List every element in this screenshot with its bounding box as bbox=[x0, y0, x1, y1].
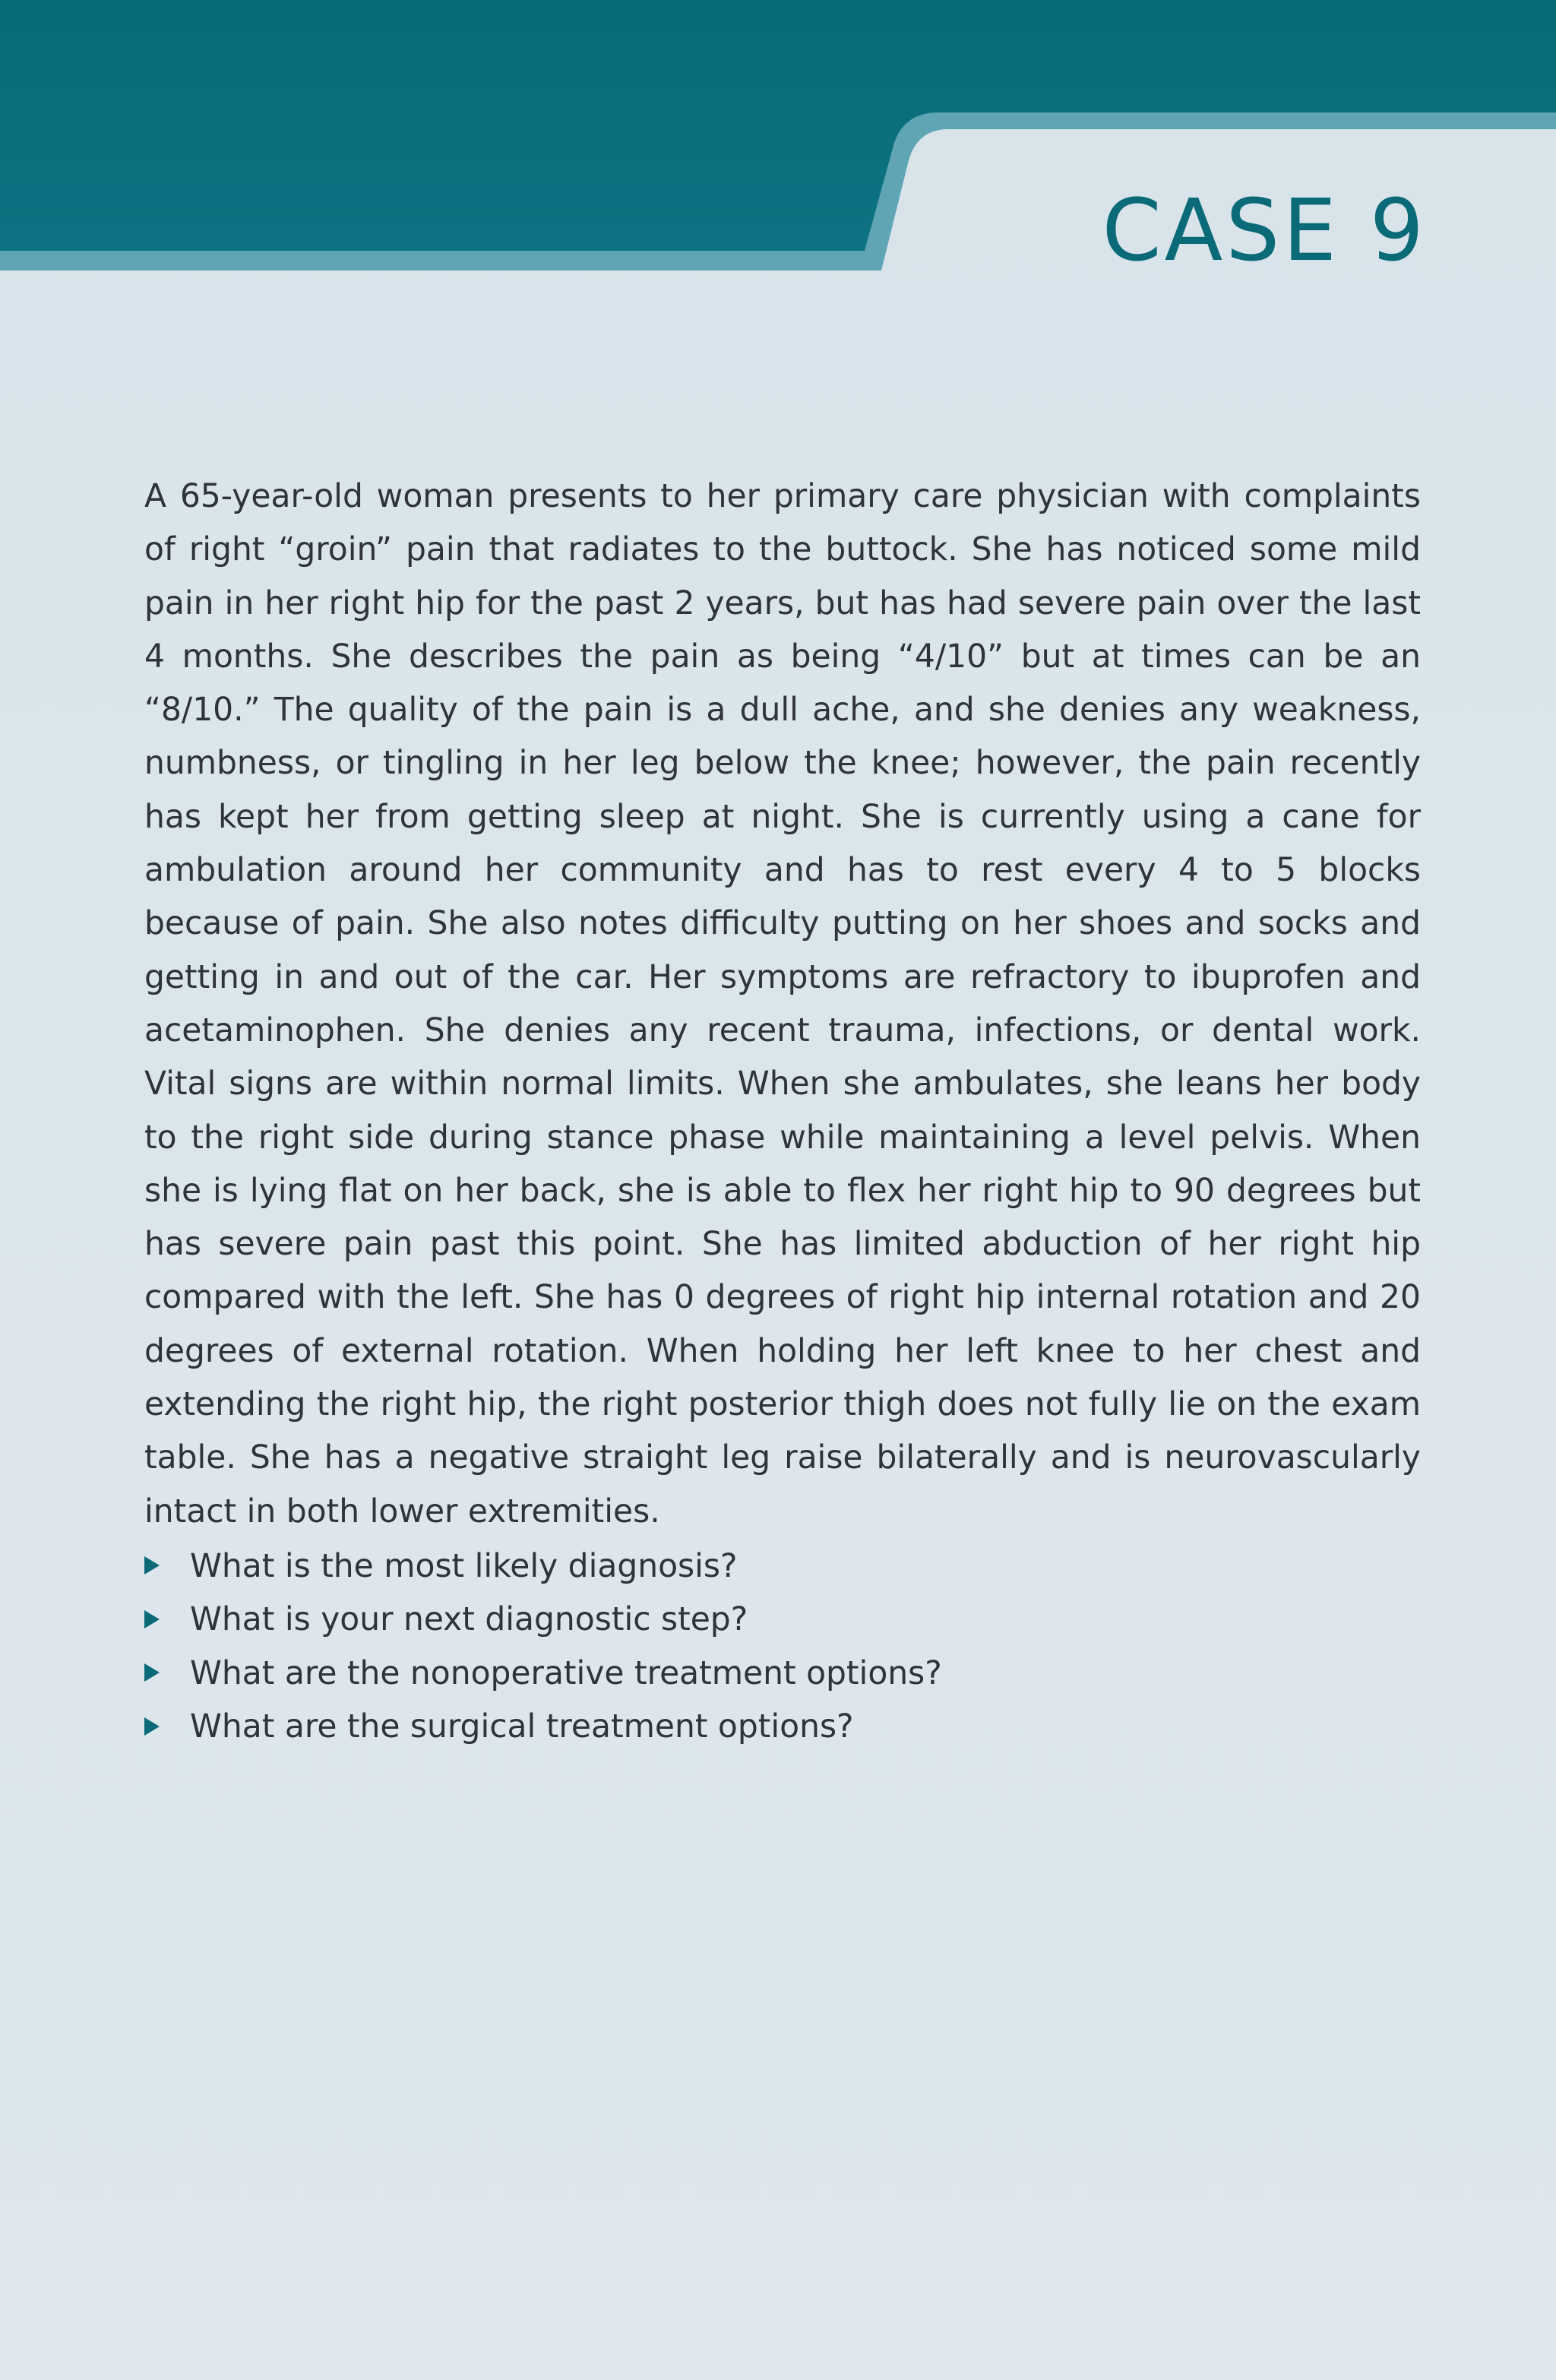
question-item bbox=[144, 1646, 1421, 1700]
right-triangle-bullet-icon bbox=[144, 1556, 160, 1575]
question-item bbox=[144, 1593, 1421, 1647]
question-item bbox=[144, 1700, 1421, 1754]
case-title: CASE 9 bbox=[1102, 182, 1427, 280]
right-triangle-bullet-icon bbox=[144, 1717, 160, 1736]
question-text: What is the most likely diagnosis? bbox=[190, 1546, 738, 1584]
case-description: A 65-year-old woman presents to her primary care physician with complaints of right “groin” pain that radiates to the buttock. She has noticed some mild pain in her right hip for the past 2 years, but has had severe pain over the last 4 months. She describes the pain as being “4/10” but at times can be an “8/10.” The quality of the pain is a dull ache, and she denies any weakness, numbness, or tingling in her leg below the knee; however, the pain recently has kept her from getting sleep at night. She is currently using a cane for ambulation around her community and has to rest every 4 to 5 blocks because of pain. She also notes difficulty putting on her shoes and socks and getting in and out of the car. Her symptoms are refractory to ibuprofen and acetaminophen. She denies any recent trauma, infections, or dental work. Vital signs are within normal limits. When she ambulates, she leans her body to the right side during stance phase while maintaining a level pelvis. When she is lying flat on her back, she is able to flex her right hip to 90 degrees but has severe pain past this point. She has limited abduction of her right hip compared with the left. She has 0 degrees of right hip internal rotation and 20 degrees of external rotation. When holding her left knee to her chest and extending the right hip, the right posterior thigh does not fully lie on the exam table. She has a negative straight leg raise bilaterally and is neurovascularly intact in both lower extremities. bbox=[144, 477, 1421, 1530]
question-text: What is your next diagnostic step? bbox=[190, 1600, 748, 1638]
question-list bbox=[144, 1539, 1421, 1753]
question-text: What are the surgical treatment options? bbox=[190, 1707, 854, 1745]
question-text: What are the nonoperative treatment options? bbox=[190, 1654, 942, 1692]
right-triangle-bullet-icon bbox=[144, 1610, 160, 1628]
question-item bbox=[144, 1539, 1421, 1593]
right-triangle-bullet-icon bbox=[144, 1663, 160, 1682]
